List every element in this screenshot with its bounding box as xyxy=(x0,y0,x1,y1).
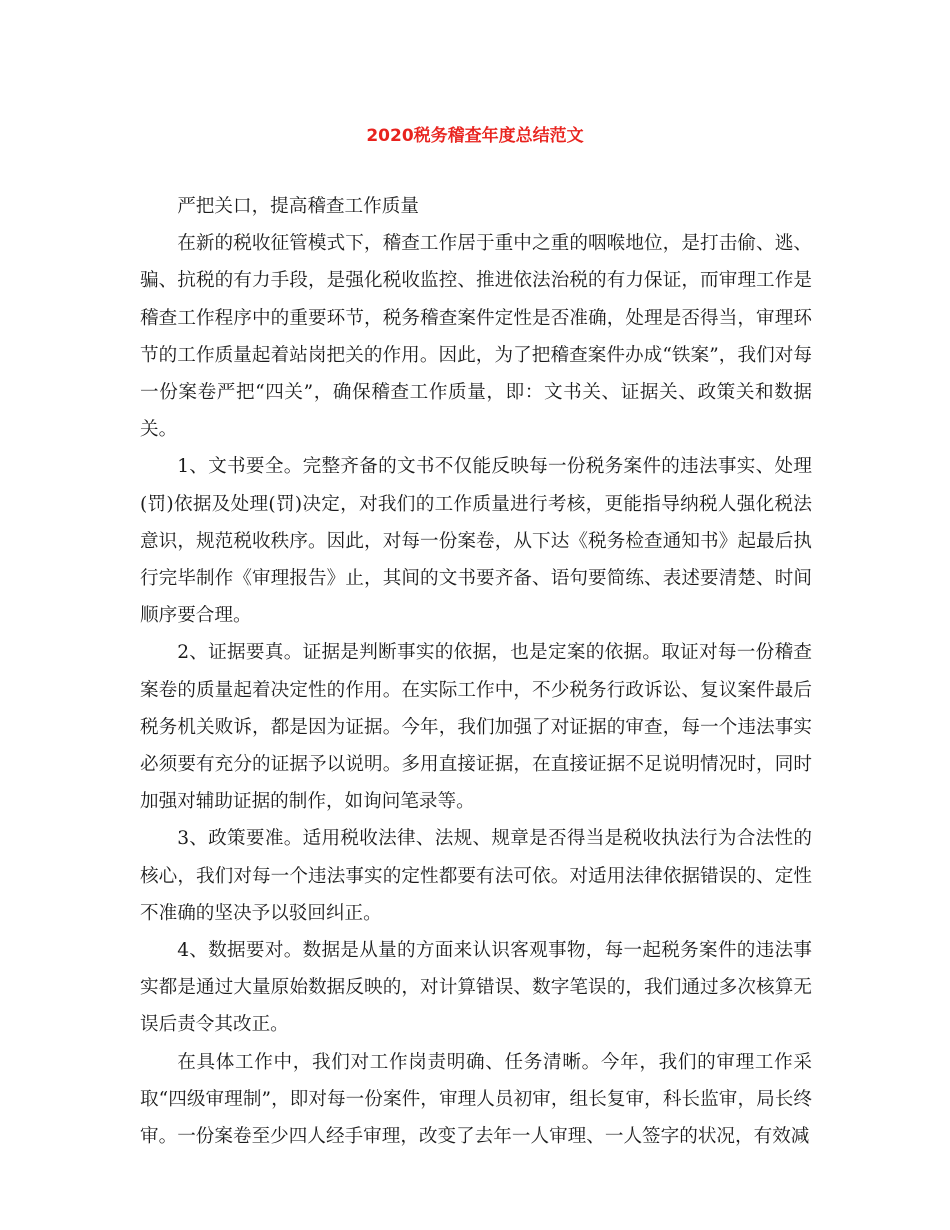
paragraph-data: 4、数据要对。数据是从量的方面来认识客观事物，每一起税务案件的违法事实都是通过大量原始数据反映的，对计算错误、数字笔误的，我们通过多次核算无误后责令其改正。 xyxy=(140,940,812,1036)
document-title: 2020税务稽查年度总结范文 xyxy=(366,126,584,146)
paragraph-evidence: 2、证据要真。证据是判断事实的依据，也是定案的依据。取证对每一份稽查案卷的质量起着决定性的作用。在实际工作中，不少税务行政诉讼、复议案件最后税务机关败诉，都是因为证据。今年，我们加强了对证据的审查，每一个违法事实必须要有充分的证据予以说明。多用直接证据，在直接证据不足说明情况时，同时加强对辅助证据的制作，如询问笔录等。 xyxy=(140,642,812,813)
paragraph-documents: 1、文书要全。完整齐备的文书不仅能反映每一份税务案件的违法事实、处理(罚)依据及处理(罚)决定，对我们的工作质量进行考核，更能指导纳税人强化税法意识，规范税收秩序。因此，对每一份案卷，从下达《税务检查通知书》起最后执行完毕制作《审理报告》止，其间的文书要齐备、语句要简练、表述要清楚、时间顺序要合理。 xyxy=(140,456,812,627)
paragraph-intro: 在新的税收征管模式下，稽查工作居于重中之重的咽喉地位，是打击偷、逃、骗、抗税的有力手段，是强化税收监控、推进依法治税的有力保证，而审理工作是稽查工作程序中的重要环节，税务稽查案件定性是否准确，处理是否得当，审理环节的工作质量起着站岗把关的作用。因此，为了把稽查案件办成“铁案”，我们对每一份案卷严把“四关”，确保稽查工作质量，即：文书关、证据关、政策关和数据关。 xyxy=(140,233,812,441)
section-heading: 严把关口，提高稽查工作质量 xyxy=(177,196,419,217)
paragraph-practice: 在具体工作中，我们对工作岗责明确、任务清晰。今年，我们的审理工作采取“四级审理制”，即对每一份案件，审理人员初审，组长复审，科长监审，局长终审。一份案卷至少四人经手审理，改变了去年一人审理、一人签字的状况，有效减 xyxy=(140,1051,812,1148)
paragraph-policy: 3、政策要准。适用税收法律、法规、规章是否得当是税收执法行为合法性的核心，我们对每一个违法事实的定性都要有法可依。对适用法律依据错误的、定性不准确的坚决予以驳回纠正。 xyxy=(140,828,812,924)
document-body xyxy=(140,188,812,1155)
